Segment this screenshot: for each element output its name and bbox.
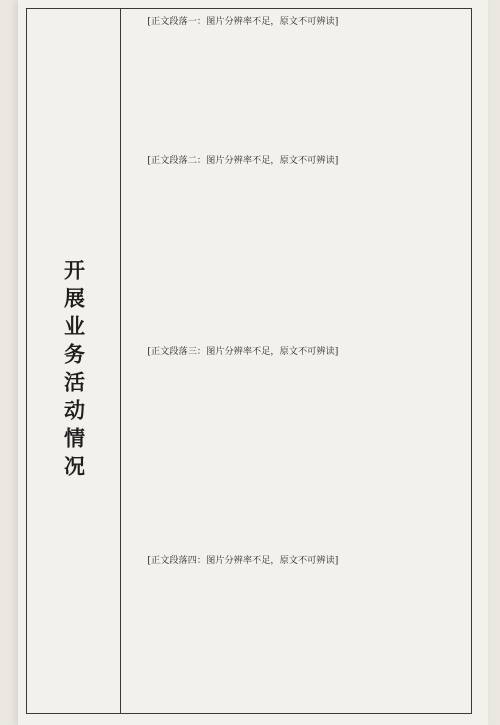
paragraph-1: [正文段落一：图片分辨率不足，原文不可辨读] (147, 16, 339, 27)
paragraph-3: [正文段落三：图片分辨率不足，原文不可辨读] (147, 346, 339, 357)
paragraph-2: [正文段落二：图片分辨率不足，原文不可辨读] (147, 155, 339, 166)
section-label-cell (27, 9, 121, 713)
section-content-cell (121, 9, 471, 713)
document-page (18, 0, 488, 725)
report-table (26, 8, 472, 714)
section-heading: 开展业务活动情况 (61, 259, 87, 483)
paragraph-4: [正文段落四：图片分辨率不足，原文不可辨读] (147, 555, 339, 566)
